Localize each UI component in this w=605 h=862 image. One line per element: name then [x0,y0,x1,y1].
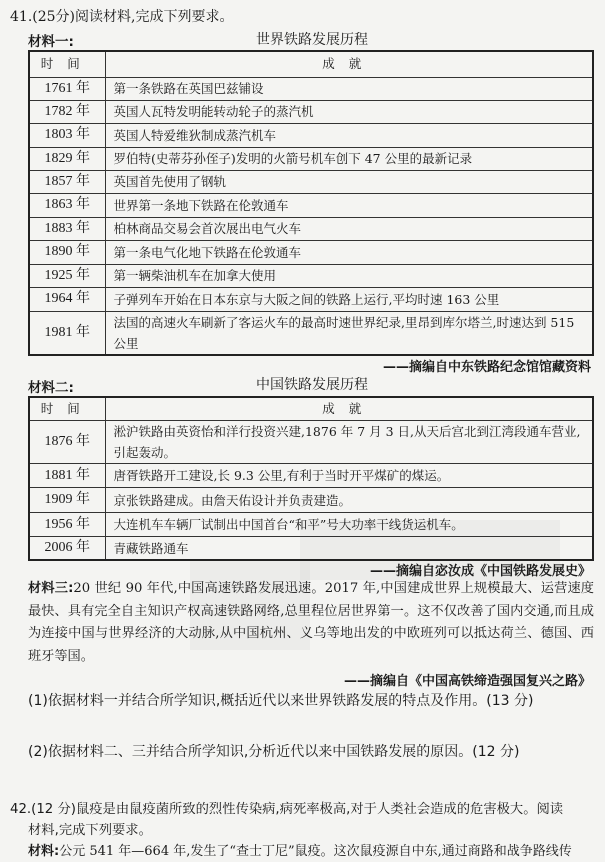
row-event: 罗伯特(史蒂芬孙侄子)发明的火箭号机车创下 47 公里的最新记录 [105,147,593,170]
material3-source: ——摘编自《中国高铁缔造强国复兴之路》 [343,674,591,689]
row-year: 1883 年 [29,217,105,240]
material3-label: 材料三: [28,581,74,596]
question-41-heading: 41.(25分)阅读材料,完成下列要求。 [10,9,234,25]
question-42-material [28,840,572,859]
material1-source: ——摘编自中东铁路纪念馆馆藏资料 [382,360,591,375]
row-event: 淞沪铁路由英资怡和洋行投资兴建,1876 年 7 月 3 日,从天后宫北到江湾段通车营业,引起轰动。 [105,421,593,464]
table-row [29,240,593,264]
row-event: 京张铁路建成。由詹天佑设计并负责建造。 [105,488,593,513]
row-year: 1857 年 [29,170,105,193]
table-row [29,264,593,287]
row-event: 世界第一条地下铁路在伦敦通车 [105,193,593,217]
question-42-heading-line1: 42.(12 分)鼠疫是由鼠疫菌所致的烈性传染病,病死率极高,对于人类社会造成的危害极大。阅读 [10,802,564,817]
table-row [29,488,593,513]
header-time: 时间 [29,397,105,421]
question-41-2: (2)依据材料二、三并结合所学知识,分析近代以来中国铁路发展的原因。(12 分) [28,744,520,760]
table-header-row [29,51,593,77]
table-header-row [29,397,593,421]
question-41-1: (1)依据材料一并结合所学知识,概括近代以来世界铁路发展的特点及作用。(13 分) [28,693,534,709]
material1-table-title: 世界铁路发展历程 [256,32,368,48]
table-row [29,77,593,100]
row-event: 法国的高速火车刷新了客运火车的最高时速世界纪录,里昂到库尔塔兰,时速达到 515 公里 [105,311,593,355]
row-year: 1981 年 [29,311,105,355]
row-year: 1956 年 [29,513,105,537]
row-event: 英国人特爱维狄制成蒸汽机车 [105,123,593,147]
table-row [29,123,593,147]
table-row [29,311,593,355]
question-42-material-text: 公元 541 年—664 年,发生了“查士丁尼”鼠疫。这次鼠疫源自中东,通过商路和战争路线传 [59,844,572,859]
row-event: 青藏铁路通车 [105,537,593,561]
row-event: 第一辆柴油机车在加拿大使用 [105,264,593,287]
row-year: 1782 年 [29,100,105,123]
table-row [29,193,593,217]
table-row [29,287,593,311]
table-row [29,100,593,123]
material3-paragraph [28,578,594,668]
material3-text: 20 世纪 90 年代,中国高速铁路发展迅速。2017 年,中国建成世界上规模最大、运营速度最快、具有完全自主知识产权高速铁路网络,总里程位居世界第一。这不仅改善了国内交通,而且成为连接中国与世界经济的大动脉,从中国杭州、义乌等地出发的中欧班列可以抵达荷兰、德国、西班牙等国。 [28,581,594,664]
row-year: 1881 年 [29,464,105,488]
row-year: 1909 年 [29,488,105,513]
row-year: 1890 年 [29,240,105,264]
question-42-material-label: 材料: [28,844,60,859]
table-row [29,147,593,170]
row-event: 大连机车车辆厂试制出中国首台“和平”号大功率干线货运机车。 [105,513,593,537]
row-year: 1876 年 [29,421,105,464]
row-event: 英国首先使用了钢轨 [105,170,593,193]
row-year: 1964 年 [29,287,105,311]
table-row [29,513,593,537]
header-time: 时间 [29,51,105,77]
material2-table-title: 中国铁路发展历程 [256,377,368,393]
row-year: 1761 年 [29,77,105,100]
material1-label: 材料一: [28,34,74,50]
row-event: 英国人瓦特发明能转动轮子的蒸汽机 [105,100,593,123]
table-row [29,170,593,193]
world-railway-table [28,50,594,356]
row-event: 第一条铁路在英国巴兹铺设 [105,77,593,100]
table-row [29,217,593,240]
row-year: 1803 年 [29,123,105,147]
material2-source: ——摘编自宓汝成《中国铁路发展史》 [369,564,591,579]
row-event: 唐胥铁路开工建设,长 9.3 公里,有利于当时开平煤矿的煤运。 [105,464,593,488]
china-railway-table [28,396,594,561]
header-achievement: 成就 [105,397,593,421]
table-row [29,464,593,488]
row-event: 第一条电气化地下铁路在伦敦通车 [105,240,593,264]
row-year: 1863 年 [29,193,105,217]
row-year: 2006 年 [29,537,105,561]
row-year: 1925 年 [29,264,105,287]
header-achievement: 成就 [105,51,593,77]
material2-label: 材料二: [28,380,74,396]
table-row [29,537,593,561]
table-row [29,421,593,464]
row-year: 1829 年 [29,147,105,170]
question-42-heading-line2: 材料,完成下列要求。 [28,823,152,838]
row-event: 柏林商品交易会首次展出电气火车 [105,217,593,240]
row-event: 子弹列车开始在日本东京与大阪之间的铁路上运行,平均时速 163 公里 [105,287,593,311]
